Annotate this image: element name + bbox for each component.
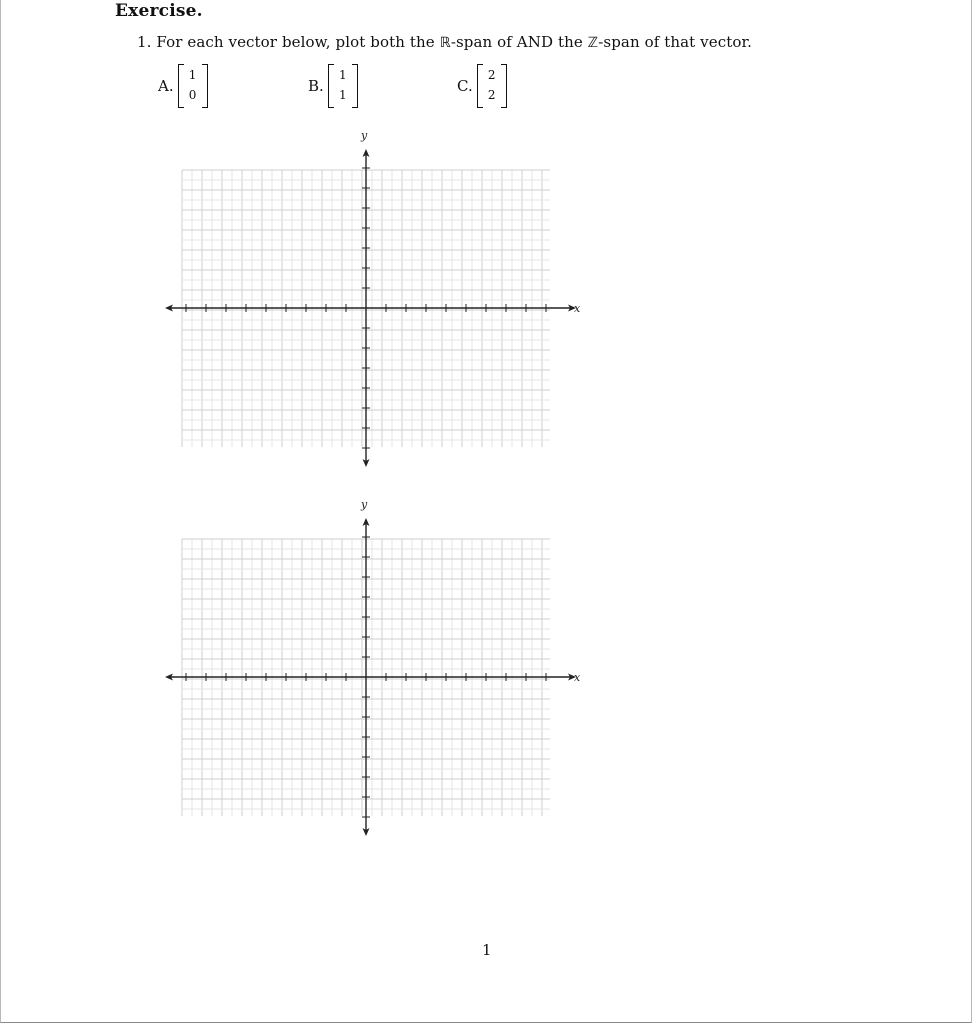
- vector-entry-top: 1: [188, 68, 197, 82]
- reals-symbol: ℝ: [439, 35, 451, 51]
- coordinate-grid-2: [151, 494, 591, 844]
- vector-entry-bottom: 0: [188, 88, 197, 102]
- x-axis-label: x: [574, 302, 581, 315]
- vector-b: [308, 64, 358, 108]
- column-vector: [477, 64, 507, 108]
- column-vector: [328, 64, 358, 108]
- page-number: 1: [482, 941, 492, 959]
- problem-statement: [137, 33, 752, 51]
- x-axis-label: x: [574, 671, 581, 684]
- vector-entry-top: 1: [338, 68, 347, 82]
- coordinate-grid-1: [151, 125, 591, 475]
- problem-text-before: For each vector below, plot both the: [156, 33, 435, 51]
- problem-text-after: -span of that vector.: [598, 33, 752, 51]
- integers-symbol: ℤ: [587, 35, 599, 51]
- vector-label: C.: [457, 77, 473, 95]
- vector-a: [158, 64, 208, 108]
- y-axis-label: y: [361, 129, 368, 142]
- vector-label: B.: [308, 77, 324, 95]
- problem-text-middle: -span of AND the: [450, 33, 583, 51]
- exercise-heading: Exercise.: [115, 1, 203, 21]
- vector-entry-top: 2: [487, 68, 496, 82]
- vector-entry-bottom: 1: [338, 88, 347, 102]
- column-vector: [178, 64, 208, 108]
- vector-label: A.: [158, 77, 174, 95]
- problem-number: 1.: [137, 33, 152, 51]
- vector-entry-bottom: 2: [487, 88, 496, 102]
- vector-c: [457, 64, 507, 108]
- y-axis-label: y: [361, 498, 368, 511]
